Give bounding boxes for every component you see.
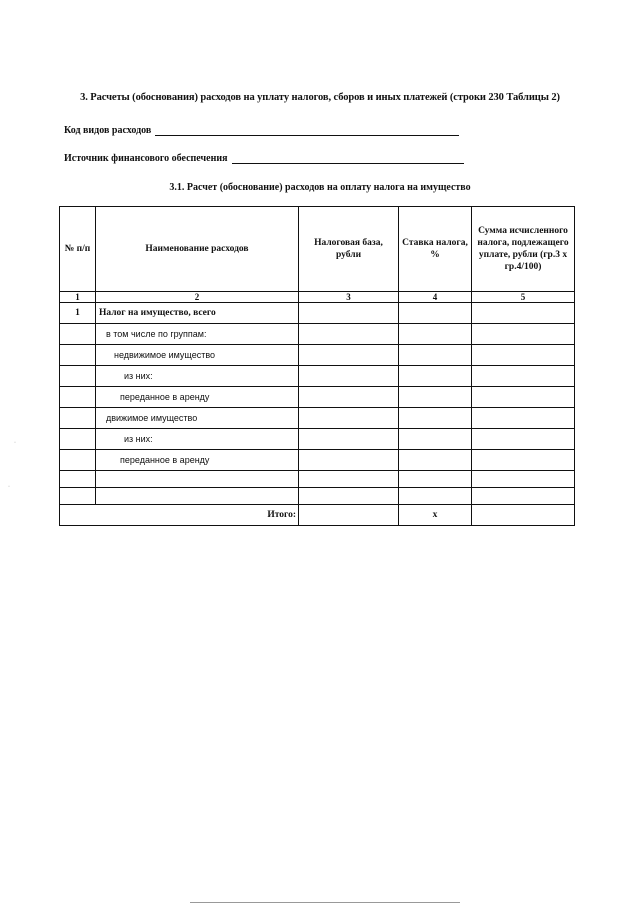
row-sum-cell[interactable] — [472, 429, 575, 450]
col-number: 5 — [472, 292, 575, 303]
row-num — [60, 345, 96, 366]
header-num: № п/п — [60, 207, 96, 292]
row-num — [60, 408, 96, 429]
scan-speck: · — [14, 440, 16, 446]
row-name: из них: — [96, 429, 299, 450]
row-rate-cell[interactable] — [399, 408, 472, 429]
header-rate: Ставка налога, % — [399, 207, 472, 292]
header-base: Налоговая база, рубли — [299, 207, 399, 292]
row-sum-cell[interactable] — [472, 408, 575, 429]
row-base-cell[interactable] — [299, 429, 399, 450]
row-name: переданное в аренду — [96, 387, 299, 408]
empty-cell[interactable] — [299, 488, 399, 505]
row-base-cell[interactable] — [299, 450, 399, 471]
table-row — [60, 408, 575, 429]
empty-cell[interactable] — [60, 471, 96, 488]
table-row — [60, 429, 575, 450]
row-name: недвижимое имущество — [96, 345, 299, 366]
empty-cell[interactable] — [96, 471, 299, 488]
total-label: Итого: — [60, 505, 299, 526]
col-number: 1 — [60, 292, 96, 303]
row-rate-cell[interactable] — [399, 450, 472, 471]
table-header-row — [60, 207, 575, 292]
table-row — [60, 345, 575, 366]
row-name: из них: — [96, 366, 299, 387]
row-sum-cell[interactable] — [472, 387, 575, 408]
row-rate-cell[interactable] — [399, 345, 472, 366]
row-base-cell[interactable] — [299, 387, 399, 408]
row-sum-cell[interactable] — [472, 324, 575, 345]
row-base-cell[interactable] — [299, 366, 399, 387]
row-rate-cell[interactable] — [399, 387, 472, 408]
table-row — [60, 387, 575, 408]
row-sum-cell[interactable] — [472, 345, 575, 366]
row-sum-cell[interactable] — [472, 366, 575, 387]
row-num — [60, 429, 96, 450]
col-number: 4 — [399, 292, 472, 303]
col-number: 2 — [96, 292, 299, 303]
row-name: в том числе по группам: — [96, 324, 299, 345]
column-numbers-row — [60, 292, 575, 303]
total-base-cell[interactable] — [299, 505, 399, 526]
empty-cell[interactable] — [472, 471, 575, 488]
table-row-empty — [60, 471, 575, 488]
table-row-empty — [60, 488, 575, 505]
row-num — [60, 387, 96, 408]
row-name: движимое имущество — [96, 408, 299, 429]
total-row — [60, 505, 575, 526]
empty-cell[interactable] — [399, 488, 472, 505]
expense-type-code-field — [64, 124, 459, 136]
table-row — [60, 366, 575, 387]
empty-cell[interactable] — [299, 471, 399, 488]
expense-type-code-line[interactable] — [155, 124, 459, 136]
row-base-cell[interactable] — [299, 303, 399, 324]
page-bottom-edge — [190, 902, 460, 903]
row-rate-cell[interactable] — [399, 366, 472, 387]
subsection-title: 3.1. Расчет (обоснование) расходов на оплату налога на имущество — [169, 182, 471, 193]
row-name: Налог на имущество, всего — [96, 303, 299, 324]
header-name: Наименование расходов — [96, 207, 299, 292]
row-sum-cell[interactable] — [472, 303, 575, 324]
funding-source-line[interactable] — [232, 152, 464, 164]
table-row — [60, 303, 575, 324]
row-rate-cell[interactable] — [399, 303, 472, 324]
row-num: 1 — [60, 303, 96, 324]
funding-source-label: Источник финансового обеспечения — [64, 153, 228, 164]
funding-source-field — [64, 152, 464, 164]
row-rate-cell[interactable] — [399, 429, 472, 450]
total-rate-mark: х — [399, 505, 472, 526]
section-title: 3. Расчеты (обоснования) расходов на уплату налогов, сборов и иных платежей (строки 230 Таблицы 2) — [80, 92, 560, 103]
empty-cell[interactable] — [96, 488, 299, 505]
total-sum-cell[interactable] — [472, 505, 575, 526]
row-name: переданное в аренду — [96, 450, 299, 471]
col-number: 3 — [299, 292, 399, 303]
expense-type-code-label: Код видов расходов — [64, 125, 152, 136]
row-num — [60, 324, 96, 345]
row-base-cell[interactable] — [299, 324, 399, 345]
empty-cell[interactable] — [472, 488, 575, 505]
row-base-cell[interactable] — [299, 345, 399, 366]
table-row — [60, 450, 575, 471]
row-base-cell[interactable] — [299, 408, 399, 429]
header-sum: Сумма исчисленного налога, подлежащего уплате, рубли (гр.3 х гр.4/100) — [472, 207, 575, 292]
row-num — [60, 366, 96, 387]
table-row — [60, 324, 575, 345]
empty-cell[interactable] — [399, 471, 472, 488]
property-tax-table — [59, 206, 575, 526]
row-rate-cell[interactable] — [399, 324, 472, 345]
scan-speck: · — [8, 484, 10, 490]
row-sum-cell[interactable] — [472, 450, 575, 471]
row-num — [60, 450, 96, 471]
empty-cell[interactable] — [60, 488, 96, 505]
